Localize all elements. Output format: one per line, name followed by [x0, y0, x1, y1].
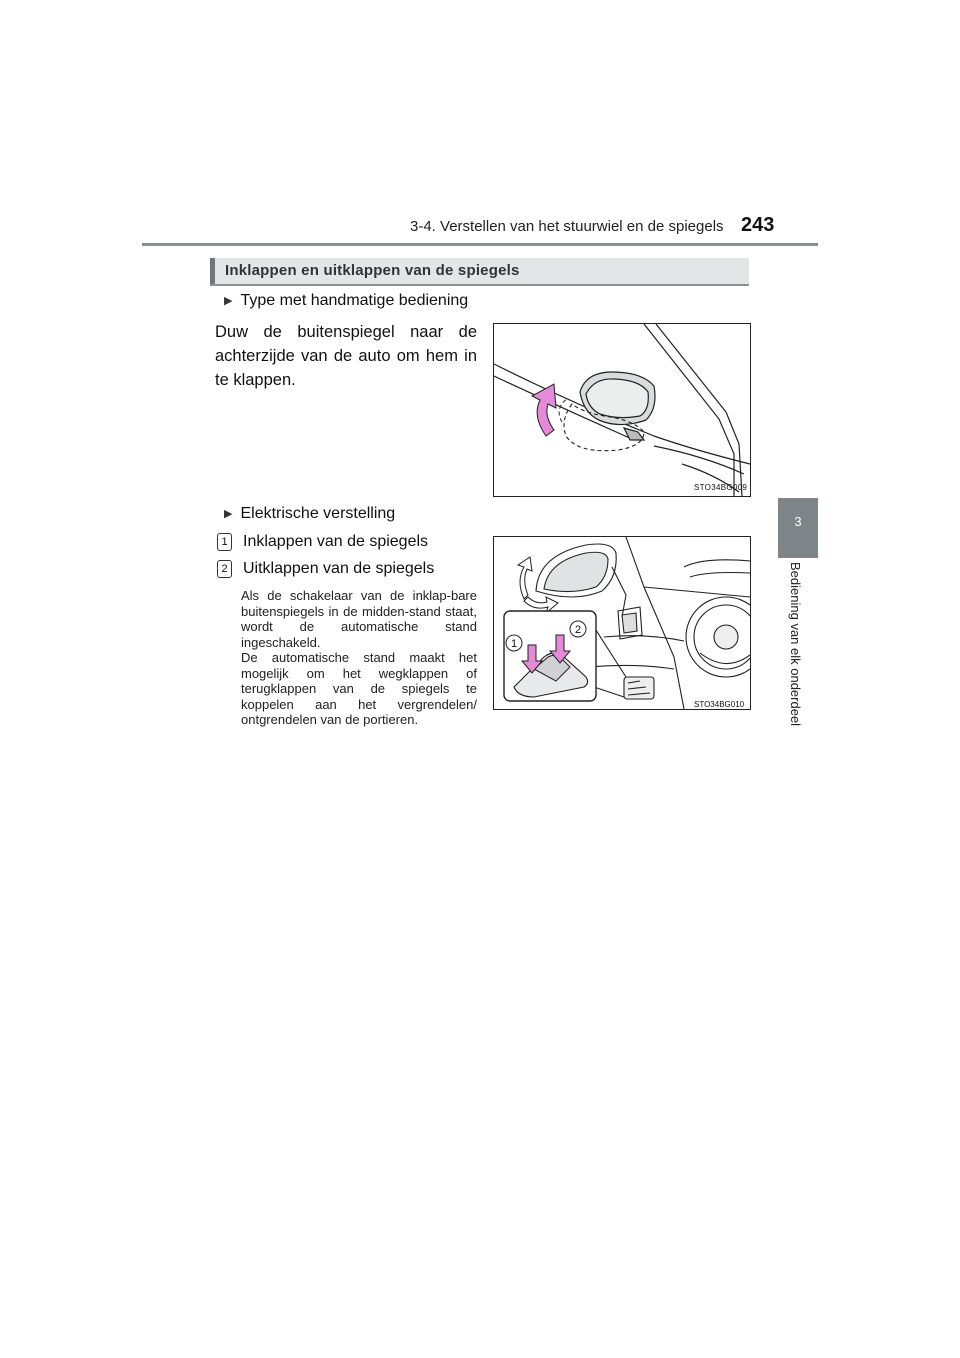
section-title: Inklappen en uitklappen van de spiegels — [225, 262, 520, 279]
figure-code: STO34BG009 — [694, 483, 748, 492]
header-rule — [142, 243, 818, 246]
triangle-bullet-icon: ▶ — [224, 508, 233, 520]
triangle-bullet-icon: ▶ — [224, 295, 233, 307]
section-title-bar — [210, 258, 749, 286]
list-item-fold — [217, 533, 428, 551]
chapter-title: Bediening van elk onderdeel — [788, 562, 803, 727]
mirror-fold-illustration — [494, 324, 750, 496]
list-item-label: Uitklappen van de spiegels — [243, 560, 435, 577]
note-paragraph: De automatische stand maakt het mogelijk om het wegklappen of terugklappen van de spiegels te koppelen aan het vergrendelen/ ontgrendelen van de portieren. — [241, 650, 477, 727]
list-item-label: Inklappen van de spiegels — [243, 533, 429, 550]
manual-heading — [224, 292, 468, 310]
manual-instruction: Duw de buitenspiegel naar de achterzijde van de auto om hem in te klappen. — [215, 323, 477, 389]
switch-illustration — [494, 537, 750, 709]
chapter-tab — [778, 498, 818, 558]
figure-electric-switch — [493, 536, 751, 710]
note-paragraph: Als de schakelaar van de inklap-bare buitenspiegels in de midden-stand staat, wordt de automatische stand ingeschakeld. — [241, 588, 477, 650]
list-item-unfold — [217, 560, 434, 578]
number-badge: 1 — [217, 533, 232, 551]
note-block — [241, 588, 477, 728]
figure-manual-mirror — [493, 323, 751, 497]
section-accent — [210, 258, 215, 284]
manual-heading-text: Type met handmatige bediening — [240, 292, 469, 309]
page-number: 243 — [741, 214, 775, 236]
electric-heading — [224, 505, 395, 523]
chapter-number: 3 — [794, 514, 802, 529]
callout-2: 2 — [574, 624, 582, 636]
callout-1: 1 — [510, 638, 518, 650]
running-header: 3-4. Verstellen van het stuurwiel en de spiegels — [410, 218, 724, 235]
chapter-title-wrap — [778, 562, 818, 762]
figure-code: STO34BG010 — [694, 700, 745, 709]
number-badge: 2 — [217, 560, 232, 578]
electric-heading-text: Elektrische verstelling — [240, 505, 396, 522]
